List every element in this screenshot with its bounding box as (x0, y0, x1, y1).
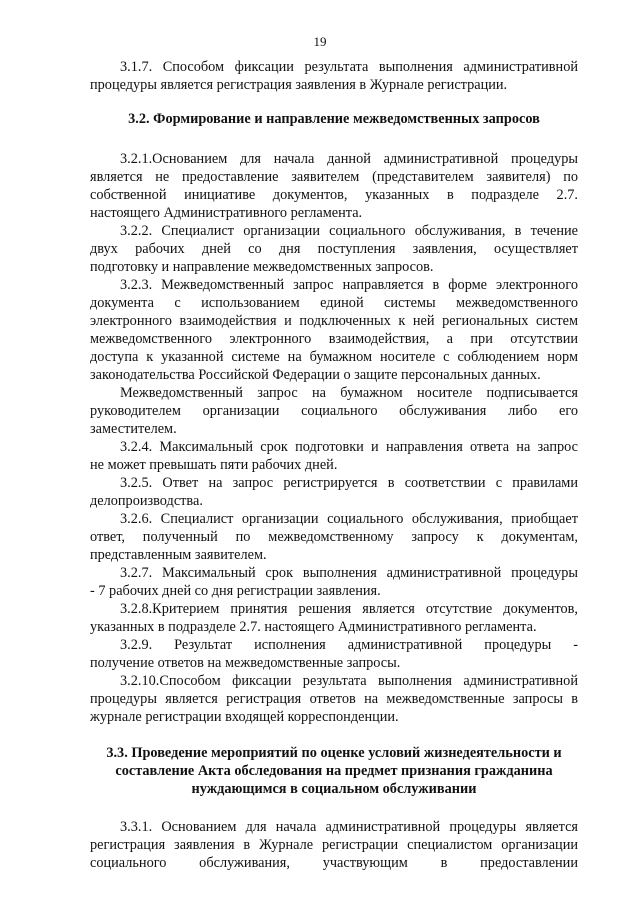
text-line: 3.2.8.Критерием принятия решения является отсутствие документов, (120, 601, 578, 617)
text-line: указанных в подразделе 2.7. настоящего Административного регламента. (90, 619, 537, 635)
text-line: процедуры является регистрация заявления в Журнале регистрации. (90, 77, 508, 93)
paragraph-3-2-8 (90, 600, 578, 636)
heading-line: 3.3. Проведение мероприятий по оценке условий жизнедеятельности и (106, 745, 562, 761)
text-line: 3.2.6. Специалист организации социального обслуживания, приобщает (120, 511, 578, 527)
text-line: подготовку и направление межведомственных запросов. (90, 259, 434, 275)
text-line: 3.2.9. Результат исполнения административной процедуры - (120, 637, 578, 653)
paragraph-3-2-3 (90, 276, 578, 384)
paragraph-3-2-1 (90, 150, 578, 222)
text-line: законодательства Российской Федерации о защите персональных данных. (90, 367, 541, 383)
text-line: регистрация заявления в Журнале регистрации специалистом организации (90, 837, 578, 853)
section-heading-3-2: 3.2. Формирование и направление межведомственных запросов (128, 111, 540, 127)
paragraph-3-2-3-signature (90, 384, 578, 438)
text-line: настоящего Административного регламента. (90, 205, 363, 221)
text-line: представленным заявителем. (90, 547, 267, 563)
paragraph-3-2-5 (90, 474, 578, 510)
text-line: социального обслуживания, участвующим в предоставлении (90, 855, 578, 871)
text-line: 3.2.10.Способом фиксации результата выполнения административной (120, 673, 578, 689)
text-line: 3.2.7. Максимальный срок выполнения административной процедуры (120, 565, 578, 581)
text-line: 3.2.1.Основанием для начала данной административной процедуры (120, 151, 578, 167)
text-line: 3.2.5. Ответ на запрос регистрируется в соответствии с правилами (120, 475, 578, 491)
text-line: журнале регистрации входящей корреспонденции. (90, 709, 399, 725)
text-line: 3.2.2. Специалист организации социального обслуживания, в течение (120, 223, 578, 239)
paragraph-3-2-4 (90, 438, 578, 474)
text-line: - 7 рабочих дней со дня регистрации заявления. (90, 583, 381, 599)
text-line: 3.1.7. Способом фиксации результата выполнения административной (120, 59, 578, 75)
text-line: межведомственного электронного взаимодействия, а при отсутствии (90, 331, 578, 347)
text-line: доступа к указанной системе на бумажном носителе с соблюдением норм (90, 349, 578, 365)
paragraph-3-2-2 (90, 222, 578, 276)
page-number: 19 (313, 34, 327, 49)
text-line: делопроизводства. (90, 493, 203, 509)
section-heading-3-3 (90, 744, 578, 798)
text-line: является не предоставление заявителем (представителем заявителя) по (90, 169, 578, 185)
heading-line: составление Акта обследования на предмет признания гражданина (115, 763, 553, 779)
text-line: электронного взаимодействия и подключенных к ней региональных систем (90, 313, 578, 329)
text-line: двух рабочих дней со дня поступления заявления, осуществляет (90, 241, 578, 257)
text-line: Межведомственный запрос на бумажном носителе подписывается (120, 385, 578, 401)
text-line: 3.3.1. Основанием для начала административной процедуры является (120, 819, 578, 835)
paragraph-3-2-6 (90, 510, 578, 564)
text-line: документа с использованием единой системы межведомственного (90, 295, 578, 311)
paragraph-3-1-7 (90, 58, 578, 94)
text-line: получение ответов на межведомственные запросы. (90, 655, 401, 671)
text-line: 3.2.3. Межведомственный запрос направляется в форме электронного (120, 277, 578, 293)
paragraph-3-3-1 (90, 818, 578, 872)
paragraph-3-2-10 (90, 672, 578, 726)
heading-line: нуждающимся в социальном обслуживании (191, 781, 477, 797)
paragraph-3-2-7 (90, 564, 578, 600)
text-line: ответ, полученный по межведомственному запросу к документам, (90, 529, 578, 545)
text-line: 3.2.4. Максимальный срок подготовки и направления ответа на запрос (120, 439, 578, 455)
text-line: не может превышать пяти рабочих дней. (90, 457, 338, 473)
text-line: процедуры является регистрация ответов на межведомственные запросы в (90, 691, 578, 707)
text-line: заместителем. (90, 421, 177, 437)
paragraph-3-2-9 (90, 636, 578, 672)
text-line: руководителем организации социального обслуживания либо его (90, 403, 578, 419)
text-line: собственной инициативе документов, указанных в подразделе 2.7. (90, 187, 578, 203)
